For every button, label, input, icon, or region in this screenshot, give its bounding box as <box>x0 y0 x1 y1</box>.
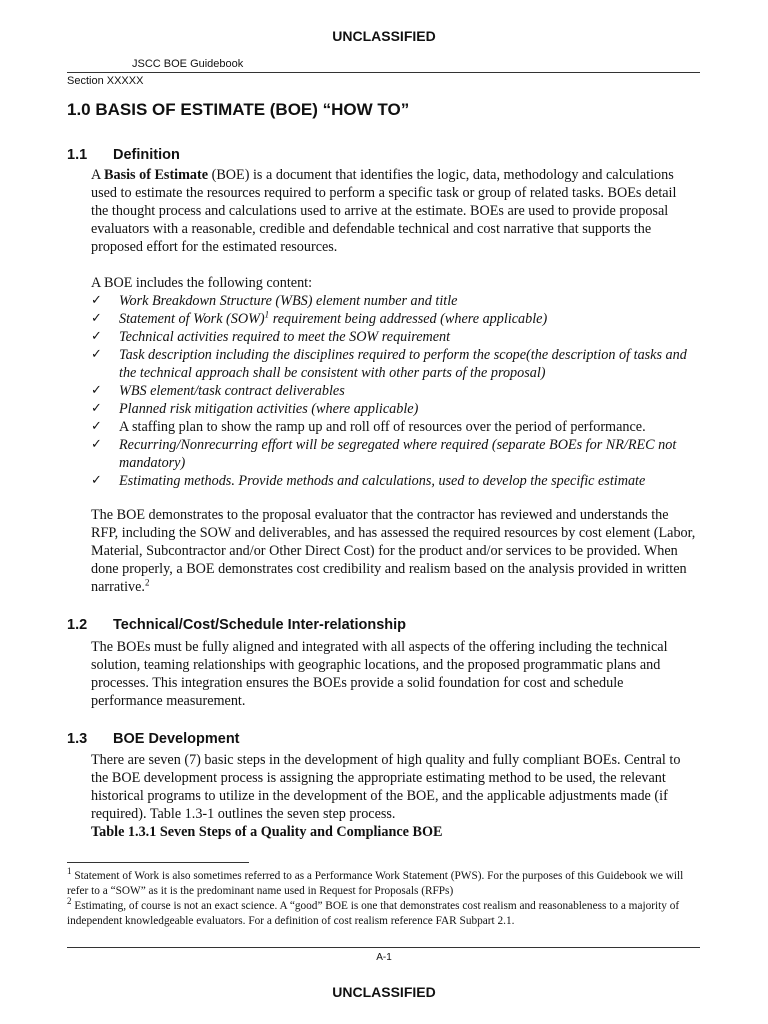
checkmark-icon: ✓ <box>91 401 102 416</box>
footnote-ref: 2 <box>144 577 150 588</box>
definition-paragraph <box>91 166 697 256</box>
checkmark-icon: ✓ <box>91 329 102 344</box>
list-item: ✓ Estimating methods. Provide methods and calculations, used to develop the specific estimate <box>91 473 646 489</box>
list-item: ✓ A staffing plan to show the ramp up and roll off of resources over the period of performance. <box>91 419 646 435</box>
list-item: ✓ Task description including the disciplines required to perform the scope(the description of tasks and the technical approach shall be consistent with other parts of the proposal) <box>91 347 687 381</box>
footnote-1: $^1$ Statement of Work is also sometimes referred to as a Performance Work Statement (PWS). For the purposes of this Guidebook we will refer to a “SOW” as it is the predominant name used in Request for Proposals (RFPs) <box>67 866 684 897</box>
classification-top: UNCLASSIFIED <box>332 28 436 44</box>
section-title: BOE Development <box>113 731 240 747</box>
footnote-number: 1 <box>67 866 72 877</box>
intro-text: A <box>91 167 105 183</box>
guidebook-header: JSCC BOE Guidebook <box>132 58 244 70</box>
header-rule <box>67 72 700 73</box>
section-heading-1-3 <box>67 731 240 747</box>
checkmark-icon: ✓ <box>91 437 102 452</box>
section-number: 1.2 <box>67 617 88 633</box>
section-header: Section XXXXX <box>67 75 144 87</box>
section-heading-1-2 <box>67 617 406 633</box>
list-item: ✓ Work Breakdown Structure (WBS) element number and title <box>91 293 458 309</box>
footer-rule <box>67 947 700 948</box>
list-item: ✓ Statement of Work (SOW)$^1$ requirement being addressed (where applicable) <box>91 309 548 327</box>
intro-rest-text: (BOE) is a document that identifies the logic, data, methodology and calculations used to estimate the resources required to perform a specific task or group of related tasks. BOEs detail the thought process and calculations used to arrive at the estimate. BOEs are used to provide proposal evaluators with a reasonable, credible and defendable technical and cost narrative that supports the proposed effort for the estimated resources. <box>91 167 677 255</box>
classification-bottom: UNCLASSIFIED <box>332 984 436 1000</box>
table-caption: Table 1.3.1 Seven Steps of a Quality and Compliance BOE <box>91 824 443 840</box>
section-title: Definition <box>113 147 180 163</box>
list-item: ✓ WBS element/task contract deliverables <box>91 383 345 399</box>
section-number: 1.1 <box>67 147 88 163</box>
checkmark-icon: ✓ <box>91 383 102 398</box>
boe-content-list <box>91 292 701 490</box>
list-item: ✓ Recurring/Nonrecurring effort will be segregated where required (separate BOEs for NR/REC not mandatory) <box>91 437 677 471</box>
checkmark-icon: ✓ <box>91 293 102 308</box>
footnote-number: 2 <box>67 896 72 907</box>
list-intro: A BOE includes the following content: <box>91 275 313 291</box>
intro-bold-term: Basis of Estimate <box>104 167 209 183</box>
footnote-separator <box>67 862 249 863</box>
development-paragraph: There are seven (7) basic steps in the development of high quality and fully compliant BOEs. Central to the BOE development process is assigning the appropriate estimating method to be used, the relevant historical programs to utilize in the development of the BOE, and the applicable adjustments made (if required). Table 1.3-1 outlines the seven step process. <box>91 752 681 822</box>
page-title: 1.0 BASIS OF ESTIMATE (BOE) “HOW TO” <box>67 100 410 119</box>
interrelationship-paragraph: The BOEs must be fully aligned and integrated with all aspects of the offering including the technical solution, teaming relationships with geographic locations, and the proposed programmatic plans and processes. This integration ensures the BOEs provide a solid foundation for cost and schedule performance measurement. <box>91 639 668 709</box>
section-heading-1-1 <box>67 147 180 163</box>
checkmark-icon: ✓ <box>91 473 102 488</box>
closing-paragraph: The BOE demonstrates to the proposal evaluator that the contractor has reviewed and understands the RFP, including the SOW and deliverables, and has assessed the required resources by cost element (Labor, Material, Subcontractor and/or Other Direct Cost) for the product and/or services to be provided. When done properly, a BOE demonstrates cost credibility and realism based on the analysis provided in written narrative.$^2$ <box>91 507 696 595</box>
footnote-ref: 1 <box>264 309 270 320</box>
list-item: ✓ Planned risk mitigation activities (where applicable) <box>91 401 419 417</box>
section-title: Technical/Cost/Schedule Inter-relationship <box>113 617 407 633</box>
list-item: ✓ Technical activities required to meet the SOW requirement <box>91 329 451 345</box>
page-number: A-1 <box>376 952 392 963</box>
section-number: 1.3 <box>67 731 88 747</box>
checkmark-icon: ✓ <box>91 419 102 434</box>
footnote-2: $^2$ Estimating, of course is not an exact science. A “good” BOE is one that demonstrates cost realism and reasonableness to a majority of independent knowledgeable evaluators. For a definition of cost realism reference FAR Subpart 2.1. <box>67 896 680 927</box>
checkmark-icon: ✓ <box>91 347 102 362</box>
checkmark-icon: ✓ <box>91 311 102 326</box>
